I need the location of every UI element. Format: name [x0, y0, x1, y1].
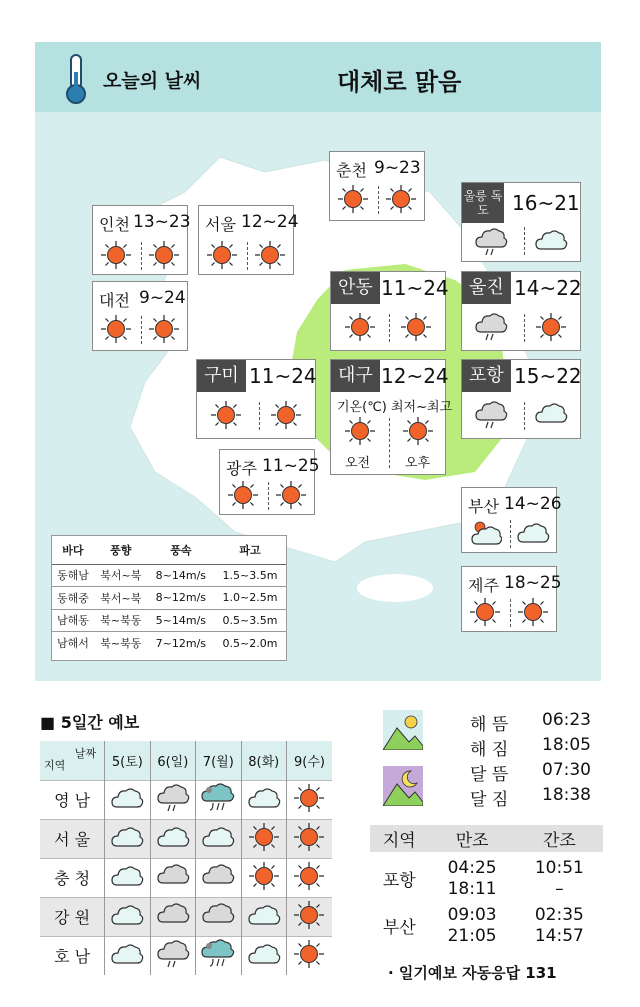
cloud-icon — [201, 822, 235, 852]
wind-speed: 8~14m/s — [148, 564, 214, 587]
low-tide: – — [555, 878, 564, 899]
sea-area: 동해중 — [52, 587, 94, 610]
sunrise-time: 06:23 — [542, 710, 591, 730]
tide-table — [370, 825, 603, 946]
city-temp: 12~24 — [381, 364, 449, 388]
wind-speed: 8~12m/s — [148, 587, 214, 610]
weather-summary: 대체로 맑음 — [337, 68, 462, 96]
cloud-icon — [110, 939, 144, 969]
city-card-andong — [330, 271, 449, 351]
divider — [510, 520, 511, 548]
sea-table — [52, 536, 286, 654]
table-row — [370, 899, 603, 925]
city-name: 울진 — [462, 272, 511, 304]
city-temp: 13~23 — [133, 212, 191, 232]
low-tide: 02:35 — [534, 905, 584, 925]
gray-cloud-icon — [156, 861, 190, 891]
sea-header: 바다 — [52, 536, 94, 564]
pm-label: 오후 — [405, 456, 431, 471]
wind-direction: 북~북동 — [100, 637, 142, 650]
sea-header: 풍속 — [148, 536, 214, 564]
city-temp: 9~24 — [139, 288, 186, 308]
sunny-icon — [209, 400, 243, 430]
gray-cloud-icon — [156, 900, 190, 930]
table-row — [40, 780, 332, 819]
wind-direction: 북서~북 — [94, 587, 148, 610]
moonset-label: 달 짐 — [470, 790, 509, 810]
divider — [141, 316, 142, 344]
sunny-icon — [343, 416, 377, 446]
sunny-icon — [401, 416, 435, 446]
tide-header: 간조 — [516, 825, 603, 852]
table-row — [52, 587, 286, 610]
cloud-icon — [516, 518, 550, 548]
moonrise-time: 07:30 — [542, 760, 591, 780]
heavy-rain-icon — [201, 939, 235, 969]
temp-legend: 기온(℃) 최저~최고 — [337, 400, 453, 415]
wind-speed: 5~14m/s — [148, 609, 214, 632]
forecast-title: ■ 5일간 예보 — [40, 713, 140, 732]
divider — [141, 242, 142, 270]
moon-mountain-icon — [383, 766, 423, 806]
city-card-seoul — [198, 205, 299, 275]
sea-area: 동해남 — [52, 564, 94, 587]
cloud-icon — [110, 783, 144, 813]
heavy-rain-icon — [201, 783, 235, 813]
city-name: 구미 — [197, 360, 246, 392]
divider — [247, 242, 248, 270]
corner-cell — [40, 741, 105, 780]
date-label: 날짜 — [74, 747, 97, 761]
page-title: 오늘의 날씨 — [103, 70, 202, 92]
divider — [268, 482, 269, 510]
sunset-label: 해 짐 — [470, 740, 509, 760]
city-name: 대구 — [331, 360, 380, 392]
sea-area: 남해서 — [56, 637, 89, 650]
sunny-icon — [292, 861, 326, 891]
table-row — [52, 609, 286, 632]
sunny-icon — [399, 312, 433, 342]
sunny-icon — [247, 861, 281, 891]
table-row — [370, 852, 603, 878]
cloud-icon — [247, 783, 281, 813]
region-name: 서 울 — [40, 819, 105, 858]
sunny-icon — [253, 240, 287, 270]
sunny-icon — [292, 900, 326, 930]
day-header: 6(일) — [150, 741, 195, 780]
city-name: 대전 — [99, 291, 130, 310]
sunny-icon — [269, 400, 303, 430]
thermometer-icon — [63, 54, 89, 104]
wind-speed: 7~12m/s — [155, 636, 207, 650]
tide-location: 부산 — [382, 918, 416, 938]
city-name: 포항 — [462, 360, 511, 392]
city-name: 제주 — [468, 576, 499, 595]
divider — [389, 314, 390, 342]
city-temp: 16~21 — [512, 191, 580, 215]
sunny-icon — [343, 312, 377, 342]
city-card-ulleung — [461, 182, 581, 262]
day-header: 7(월) — [196, 741, 241, 780]
city-name: 서울 — [205, 215, 236, 234]
auto-response-info: · 일기예보 자동응답 131 — [388, 964, 557, 982]
sunny-icon — [516, 597, 550, 627]
cloud-icon — [110, 822, 144, 852]
city-temp: 14~22 — [514, 276, 582, 300]
city-card-uljin — [461, 271, 581, 351]
sunny-icon — [99, 314, 133, 344]
city-temp: 11~24 — [381, 276, 449, 300]
tide-header: 지역 — [370, 825, 429, 852]
sun-mountain-icon — [383, 710, 423, 750]
cloud-icon — [247, 900, 281, 930]
sunny-icon — [147, 240, 181, 270]
city-temp: 18~25 — [504, 573, 562, 593]
city-name: 춘천 — [336, 161, 367, 180]
gray-cloud-icon — [201, 900, 235, 930]
gray-cloud-icon — [201, 861, 235, 891]
table-row — [40, 819, 332, 858]
rain-cloud-icon — [156, 783, 190, 813]
city-temp: 14~26 — [504, 494, 562, 514]
city-name: 안동 — [331, 272, 380, 304]
city-temp: 9~23 — [374, 158, 421, 178]
rain-cloud-icon — [156, 939, 190, 969]
sunny-icon — [336, 184, 370, 214]
region-name: 충 청 — [40, 858, 105, 897]
sunny-icon — [247, 822, 281, 852]
city-card-gumi — [196, 359, 316, 439]
sunny-icon — [226, 480, 260, 510]
city-card-daejeon — [92, 281, 188, 351]
wave-height: 1.5~3.5m — [214, 564, 286, 587]
city-card-busan — [461, 487, 562, 553]
table-row — [52, 632, 286, 655]
divider — [259, 402, 260, 430]
rain-cloud-icon — [474, 400, 508, 430]
day-header: 9(수) — [286, 741, 332, 780]
rain-cloud-icon — [474, 312, 508, 342]
high-tide: 09:03 — [447, 905, 497, 925]
day-header: 8(화) — [241, 741, 286, 780]
rain-cloud-icon — [474, 227, 508, 257]
divider — [389, 418, 390, 468]
wind-direction: 북서~북 — [94, 564, 148, 587]
moonrise-label: 달 뜸 — [470, 765, 509, 785]
sunny-icon — [468, 597, 502, 627]
sunny-icon — [534, 312, 568, 342]
sea-area: 남해동 — [52, 609, 94, 632]
region-name: 강 원 — [40, 897, 105, 936]
low-tide: 10:51 — [534, 858, 584, 878]
city-name: 광주 — [226, 459, 257, 478]
sunny-icon — [292, 939, 326, 969]
divider — [524, 227, 525, 255]
sunny-icon — [205, 240, 239, 270]
wave-height: 0.5~3.5m — [214, 609, 286, 632]
cloud-icon — [110, 861, 144, 891]
tide-header: 만조 — [429, 825, 516, 852]
high-tide: 18:11 — [447, 878, 497, 899]
high-tide: 21:05 — [447, 925, 497, 946]
cloud-icon — [110, 900, 144, 930]
sunny-icon — [384, 184, 418, 214]
sea-header: 풍향 — [94, 536, 148, 564]
region-name: 호 남 — [40, 936, 105, 975]
city-name: 인천 — [99, 215, 130, 234]
cloud-icon — [534, 225, 568, 255]
city-temp: 15~22 — [514, 364, 582, 388]
cloud-icon — [534, 398, 568, 428]
cloud-icon — [156, 822, 190, 852]
forecast-table — [40, 741, 332, 975]
region-label: 지역 — [44, 759, 66, 773]
wave-height: 0.5~2.0m — [222, 636, 278, 650]
high-tide: 04:25 — [447, 858, 497, 878]
divider — [524, 402, 525, 430]
sea-header: 파고 — [214, 536, 286, 564]
table-row — [40, 897, 332, 936]
city-name: 부산 — [468, 497, 499, 516]
table-row — [52, 564, 286, 587]
sunny-icon — [274, 480, 308, 510]
tide-location: 포항 — [382, 871, 416, 891]
divider — [378, 186, 379, 214]
sunny-icon — [147, 314, 181, 344]
sunset-time: 18:05 — [542, 735, 591, 755]
region-name: 영 남 — [40, 780, 105, 819]
wind-direction: 북~북동 — [94, 609, 148, 632]
city-temp: 12~24 — [241, 212, 299, 232]
table-row — [40, 858, 332, 897]
cloud-icon — [247, 939, 281, 969]
sunny-icon — [292, 822, 326, 852]
day-header: 5(토) — [105, 741, 150, 780]
city-card-gwangju — [219, 449, 320, 515]
table-row — [40, 936, 332, 975]
divider — [510, 599, 511, 627]
sea-conditions — [51, 535, 287, 661]
sunrise-label: 해 뜸 — [470, 715, 509, 735]
city-card-daegu — [330, 359, 453, 475]
divider — [524, 314, 525, 342]
moonset-time: 18:38 — [542, 785, 591, 805]
city-card-incheon — [92, 205, 191, 275]
city-temp: 11~24 — [249, 364, 317, 388]
sunny-icon — [292, 783, 326, 813]
city-card-pohang — [461, 359, 581, 439]
sunny-icon — [99, 240, 133, 270]
am-label: 오전 — [345, 456, 371, 471]
city-name: 울릉 독도 — [462, 183, 504, 223]
wave-height: 1.0~2.5m — [214, 587, 286, 610]
sun-cloud-icon — [468, 518, 502, 548]
city-card-chuncheon — [329, 151, 425, 221]
low-tide: 14:57 — [534, 925, 584, 946]
city-temp: 11~25 — [262, 456, 320, 476]
city-card-jeju — [461, 566, 562, 632]
